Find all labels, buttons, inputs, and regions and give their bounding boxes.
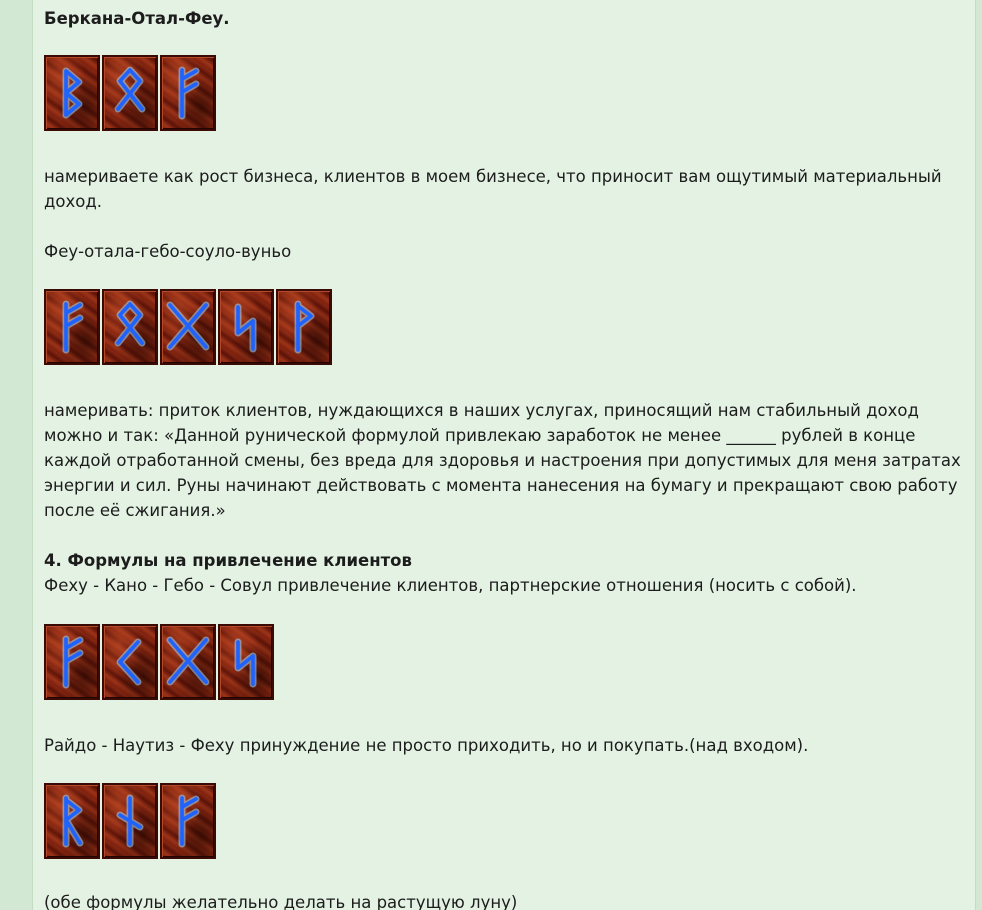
paragraph-intention-2e: после её сжигания.»: [44, 501, 226, 520]
gebo-rune-icon: [160, 624, 216, 700]
paragraph-intention-2c: каждой отработанной смены, без вреда для здоровья и настроения при допустимых для меня затратах: [44, 451, 961, 470]
gebo-rune-icon: [160, 289, 216, 365]
formula-title-fehu-kenaz-gebo-sowilo: Феху - Кано - Гебо - Совул привлечение клиентов, партнерские отношения (носить с собой).: [44, 576, 857, 595]
formula-title-fehu-othala-gebo-sowilo-wunjo: Феу-отала-гебо-соуло-вуньо: [44, 242, 292, 261]
rune-image-set-1: [44, 55, 218, 131]
formula-title-berkana-othala-fehu: Беркана-Отал-Феу.: [44, 9, 230, 28]
rune-image-set-3: [44, 624, 276, 700]
fehu-rune-icon: [160, 55, 216, 131]
rune-image-set-2: [44, 289, 334, 365]
formula-title-raido-nauthiz-fehu: Райдо - Наутиз - Феху принуждение не просто приходить, но и покупать.(над входом).: [44, 736, 809, 755]
paragraph-intention-2d: энергии и сил. Руны начинают действовать с момента нанесения на бумагу и прекращают свою работу: [44, 476, 958, 495]
sowilo-rune-icon: [218, 624, 274, 700]
paragraph-moon-note: (обе формулы желательно делать на растущую луну): [44, 893, 518, 910]
othala-rune-icon: [102, 289, 158, 365]
post-content: [32, 0, 976, 910]
nauthiz-rune-icon: [102, 783, 158, 859]
kenaz-rune-icon: [102, 624, 158, 700]
raido-rune-icon: [44, 783, 100, 859]
rune-image-set-4: [44, 783, 218, 859]
section-heading-clients: 4. Формулы на привлечение клиентов: [44, 551, 412, 570]
fehu-rune-icon: [160, 783, 216, 859]
paragraph-intention-2a: намеривать: приток клиентов, нуждающихся в наших услугах, приносящий нам стабильный доход: [44, 401, 919, 420]
paragraph-intention-2b: можно и так: «Данной рунической формулой привлекаю заработок не менее ______ рублей в конце: [44, 426, 916, 445]
paragraph-intention-1b: доход.: [44, 192, 103, 211]
fehu-rune-icon: [44, 624, 100, 700]
wunjo-rune-icon: [276, 289, 332, 365]
fehu-rune-icon: [44, 289, 100, 365]
berkana-rune-icon: [44, 55, 100, 131]
sowilo-rune-icon: [218, 289, 274, 365]
paragraph-intention-1a: намериваете как рост бизнеса, клиентов в моем бизнесе, что приносит вам ощутимый материальный: [44, 167, 942, 186]
othala-rune-icon: [102, 55, 158, 131]
